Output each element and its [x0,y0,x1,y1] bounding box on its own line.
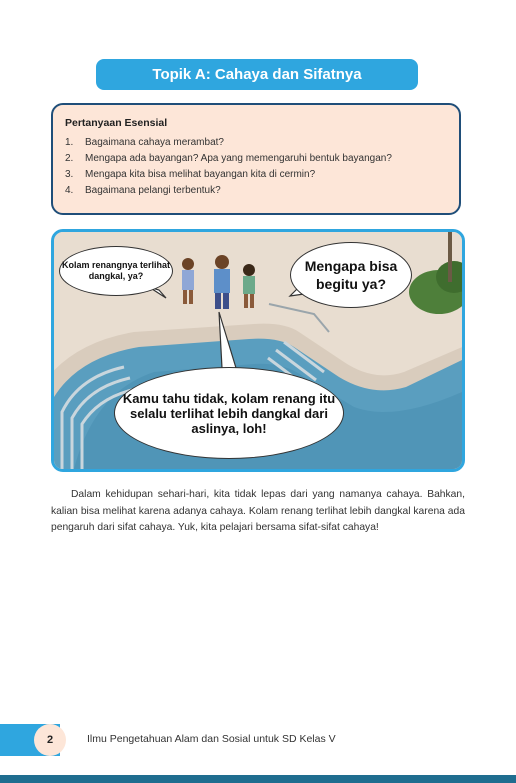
list-item: 3. Mengapa kita bisa melihat bayangan kita di cermin? [65,169,316,180]
essential-questions-box [51,103,461,215]
page-number: 2 [34,724,66,756]
essential-questions-heading: Pertanyaan Esensial [65,117,168,129]
speech-bubble-right: Mengapa bisa begitu ya? [290,242,412,308]
topic-title: Topik A: Cahaya dan Sifatnya [96,59,418,90]
list-item: 2. Mengapa ada bayangan? Apa yang memengaruhi bentuk bayangan? [65,153,392,164]
list-item: 4. Bagaimana pelangi terbentuk? [65,185,221,196]
essential-questions-list [65,135,447,199]
footer-book-title: Ilmu Pengetahuan Alam dan Sosial untuk SD Kelas V [87,733,336,745]
body-paragraph: Dalam kehidupan sehari-hari, kita tidak lepas dari yang namanya cahaya. Bahkan, kalian bisa melihat karena adanya cahaya. Kolam renang terlihat lebih dangkal karena ada pengaruh dari sifat cahaya. Yuk, kita pelajari bersama sifat-sifat cahaya! [51,489,465,533]
list-item: 1. Bagaimana cahaya merambat? [65,137,224,148]
pool-illustration [51,229,465,472]
speech-bubble-center: Kamu tahu tidak, kolam renang itu selalu terlihat lebih dangkal dari aslinya, loh! [114,367,344,459]
bottom-stripe [0,775,516,783]
speech-bubble-left: Kolam renangnya terlihat dangkal, ya? [59,246,173,296]
